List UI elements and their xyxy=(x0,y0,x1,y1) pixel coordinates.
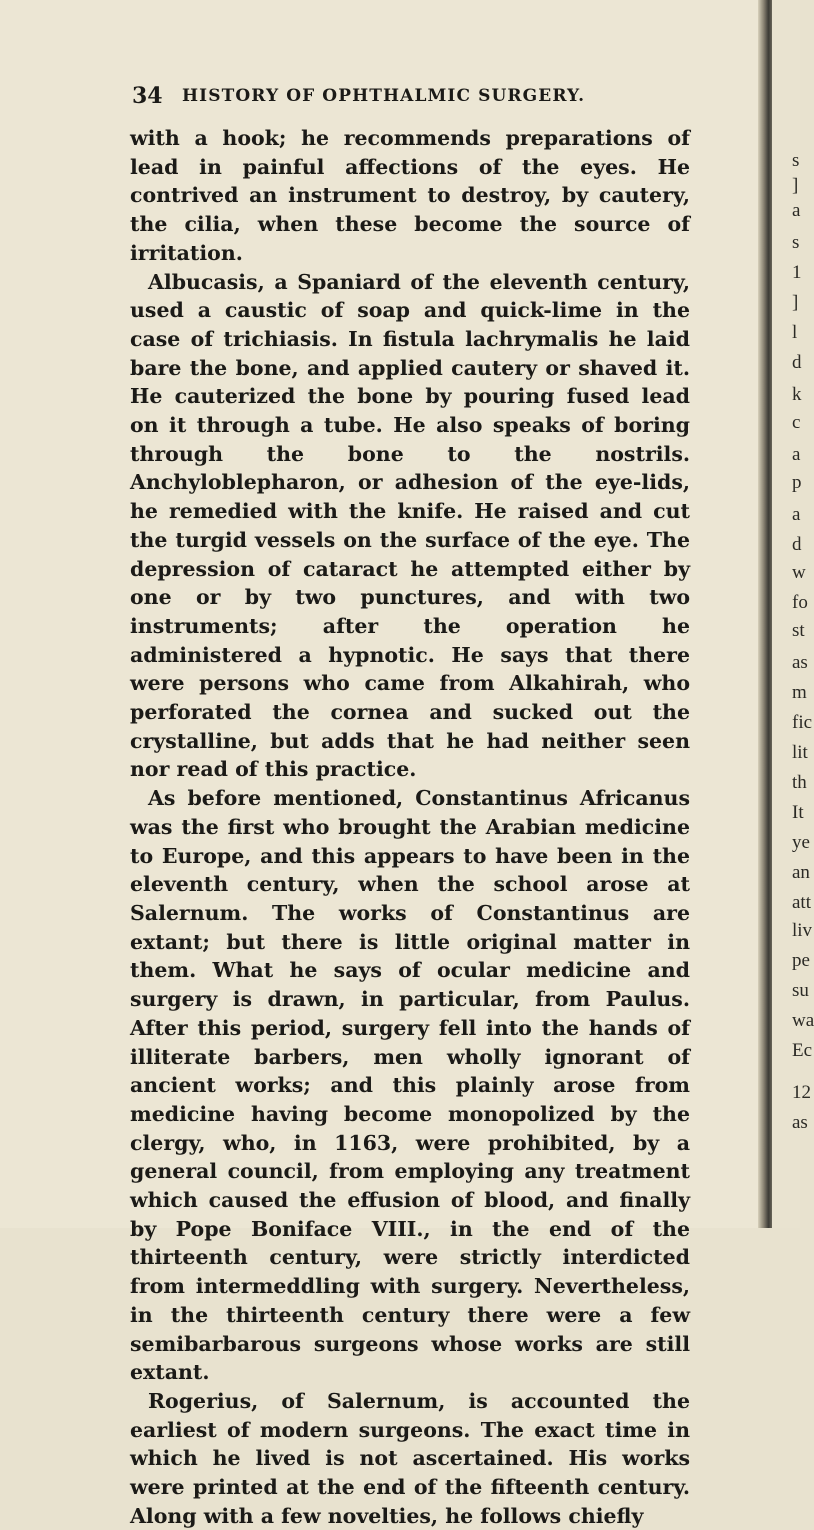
facing-text-fragment: ] xyxy=(792,175,799,196)
facing-text-fragment: c xyxy=(792,412,801,433)
facing-text-fragment: st xyxy=(792,620,805,641)
facing-text-fragment: Ec xyxy=(792,1040,813,1061)
facing-text-fragment: s xyxy=(792,150,800,171)
facing-text-fragment: 1 xyxy=(792,262,802,283)
running-title: HISTORY OF OPHTHALMIC SURGERY. xyxy=(182,86,586,106)
facing-text-fragment: as xyxy=(792,1112,808,1133)
facing-text-fragment: su xyxy=(792,980,809,1001)
facing-text-fragment: l xyxy=(792,322,798,343)
facing-text-fragment: ye xyxy=(792,832,810,853)
facing-text-fragment: w xyxy=(792,562,806,583)
facing-text-fragment: It xyxy=(792,802,804,823)
facing-text-fragment: fic xyxy=(792,712,813,733)
facing-text-fragment: d xyxy=(792,352,802,373)
page-header xyxy=(132,83,692,109)
facing-text-fragment: fo xyxy=(792,592,808,613)
facing-text-fragment: s xyxy=(792,232,800,253)
facing-text-fragment: p xyxy=(792,472,802,493)
paragraph: Albucasis, a Spaniard of the eleventh century, used a caustic of soap and quick-lime in the case of trichiasis. In fistula lachrymalis he laid bare the bone, and applied cautery or shaved it. He cauterized the bone by pouring fused lead on it through a tube. He also speaks of boring through the bone to the nostrils. Anchyloblepharon, or adhesion of the eye-lids, he remedied with the knife. He raised and cut the turgid vessels on the surface of the eye. The depression of cataract he attempted either by one or by two punctures, and with two instruments; after the operation he administered a hypnotic. He says that there were persons who came from Alkahirah, who perforated the cornea and sucked out the crystalline, but adds that he had neither seen nor read of this practice. xyxy=(130,269,690,782)
facing-text-fragment: th xyxy=(792,772,807,793)
paragraph: Rogerius, of Salernum, is accounted the earliest of modern surgeons. The exact time in which he lived is not ascertained. His works were printed at the end of the fifteenth century. Along with a few novelties, he follows chiefly xyxy=(130,1388,690,1528)
facing-text-fragment: ] xyxy=(792,292,799,313)
paragraph: As before mentioned, Constantinus Africanus was the first who brought the Arabian medicine to Europe, and this appears to have been in the eleventh century, when the school arose at Salernum. The works of Constantinus are extant; but there is little original matter in them. What he says of ocular medicine and surgery is drawn, in particular, from Paulus. After this period, surgery fell into the hands of illiterate barbers, men wholly ignorant of ancient works; and this plainly arose from medicine having become monopolized by the clergy, who, in 1163, were prohibited, by a general council, from employing any treatment which caused the effusion of blood, and finally by Pope Boniface VIII., in the end of the thirteenth century, were strictly interdicted from intermeddling with surgery. Nevertheless, in the thirteenth century there were a few semibarbarous surgeons whose works are still extant. xyxy=(130,786,690,1385)
facing-text-fragment: k xyxy=(792,384,802,405)
book-gutter xyxy=(758,0,772,1228)
facing-text-fragment: as xyxy=(792,652,808,673)
facing-text-fragment: m xyxy=(792,682,807,703)
paragraph: with a hook; he recommends preparations of lead in painful affections of the eyes. He contrived an instrument to destroy, by cautery, the cilia, when these become the source of irritation. xyxy=(130,126,690,265)
facing-text-fragment: a xyxy=(792,504,801,525)
facing-text-fragment: wa xyxy=(792,1010,814,1031)
body-text xyxy=(130,124,690,1530)
facing-text-fragment: an xyxy=(792,862,810,883)
facing-text-fragment: a xyxy=(792,444,801,465)
facing-text-fragment: liv xyxy=(792,920,813,941)
facing-text-fragment: d xyxy=(792,534,802,555)
facing-text-fragment: 12 xyxy=(792,1082,811,1103)
page-number: 34 xyxy=(132,83,163,109)
facing-text-fragment: a xyxy=(792,200,801,221)
facing-text-fragment: att xyxy=(792,892,811,913)
facing-text-fragment: lit xyxy=(792,742,808,763)
facing-text-fragment: pe xyxy=(792,950,810,971)
facing-page-edge xyxy=(772,0,814,1228)
